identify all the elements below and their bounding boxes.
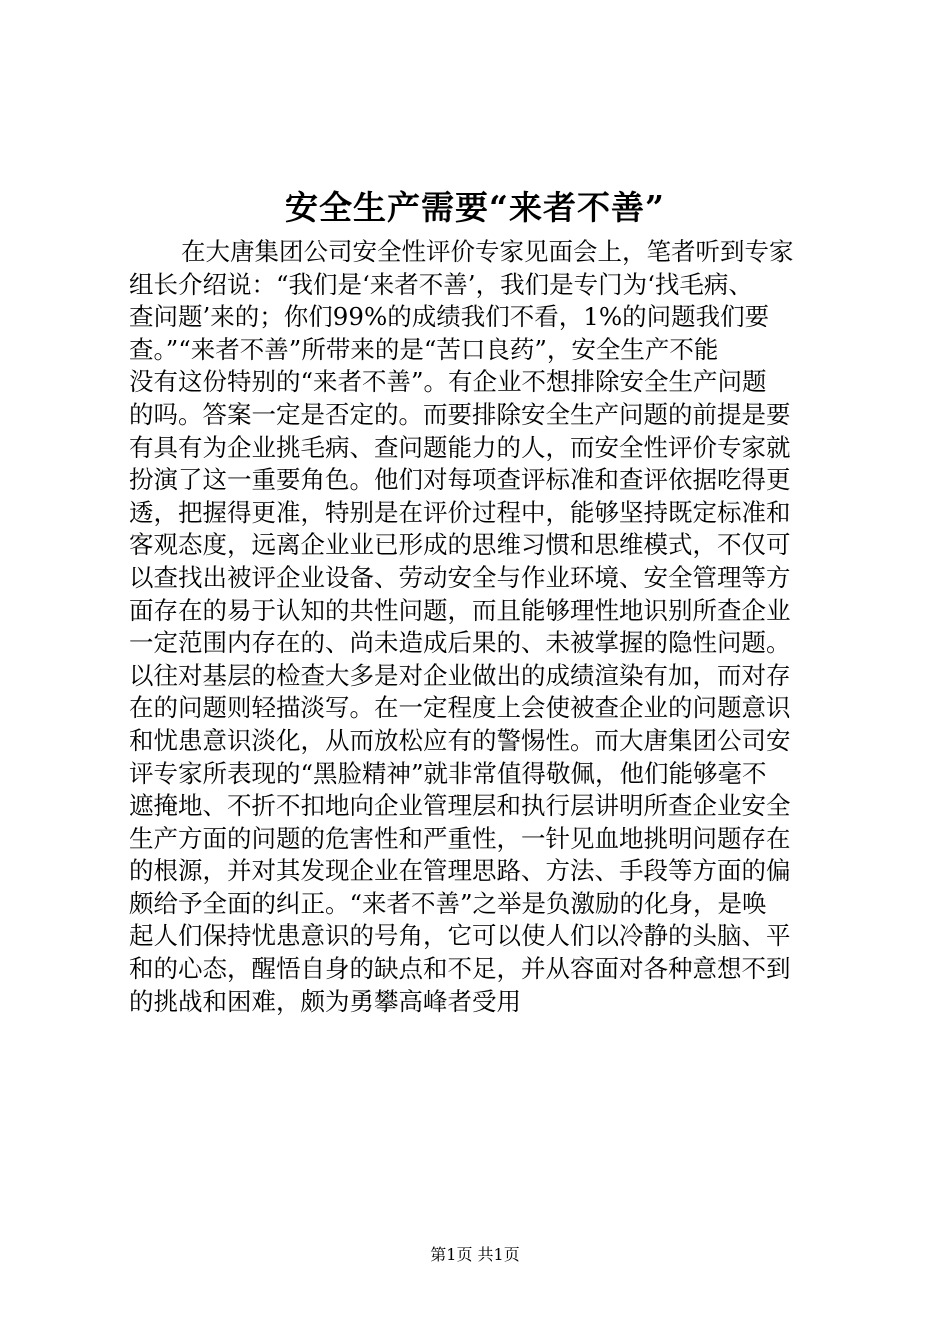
text-line: 在大唐集团公司安全性评价专家见面会上，笔者听到专家 (181, 237, 794, 266)
text-line: 客观态度，远离企业业已形成的思维习惯和思维模式，不仅可 (129, 530, 791, 560)
text-line: 评专家所表现的“黑脸精神”就非常值得敬佩，他们能够毫不 (129, 758, 767, 788)
text-line: 在的问题则轻描淡写。在一定程度上会使被查企业的问题意识 (129, 693, 791, 723)
text-line: 以往对基层的检查大多是对企业做出的成绩渲染有加，而对存 (129, 660, 791, 690)
text-line: 没有这份特别的“来者不善”。有企业不想排除安全生产问题 (129, 367, 767, 397)
text-line: 面存在的易于认知的共性问题，而且能够理性地识别所查企业 (129, 595, 791, 625)
text-line: 查问题’来的；你们99%的成绩我们不看，1%的问题我们要 (129, 302, 770, 332)
text-line: 的吗。答案一定是否定的。而要排除安全生产问题的前提是要 (129, 399, 791, 429)
text-line: 起人们保持忧患意识的号角，它可以使人们以冷静的头脑、平 (129, 921, 791, 951)
text-line: 颇给予全面的纠正。“来者不善”之举是负激励的化身，是唤 (129, 888, 767, 918)
document-title: 安全生产需要“来者不善” (285, 188, 665, 227)
text-line: 组长介绍说：“我们是‘来者不善’，我们是专门为‘找毛病、 (129, 269, 753, 299)
body-paragraph (129, 236, 829, 1018)
text-line: 一定范围内存在的、尚未造成后果的、未被掌握的隐性问题。 (129, 628, 791, 658)
page-footer: 第1页 共1页 (430, 1245, 520, 1264)
text-line: 有具有为企业挑毛病、查问题能力的人，而安全性评价专家就 (129, 432, 791, 462)
text-line: 扮演了这一重要角色。他们对每项查评标准和查评依据吃得更 (129, 465, 791, 495)
text-line: 生产方面的问题的危害性和严重性，一针见血地挑明问题存在 (129, 823, 791, 853)
text-line: 查。”“来者不善”所带来的是“苦口良药”，安全生产不能 (129, 334, 719, 364)
text-line: 的根源，并对其发现企业在管理思路、方法、手段等方面的偏 (129, 856, 791, 886)
text-line: 的挑战和困难，颇为勇攀高峰者受用 (129, 986, 521, 1016)
text-line: 遮掩地、不折不扣地向企业管理层和执行层讲明所查企业安全 (129, 791, 791, 821)
text-line: 和忧患意识淡化，从而放松应有的警惕性。而大唐集团公司安 (129, 725, 791, 755)
text-line: 和的心态，醒悟自身的缺点和不足，并从容面对各种意想不到 (129, 954, 791, 984)
text-line: 以查找出被评企业设备、劳动安全与作业环境、安全管理等方 (129, 562, 791, 592)
text-line: 透，把握得更准，特别是在评价过程中，能够坚持既定标准和 (129, 497, 791, 527)
